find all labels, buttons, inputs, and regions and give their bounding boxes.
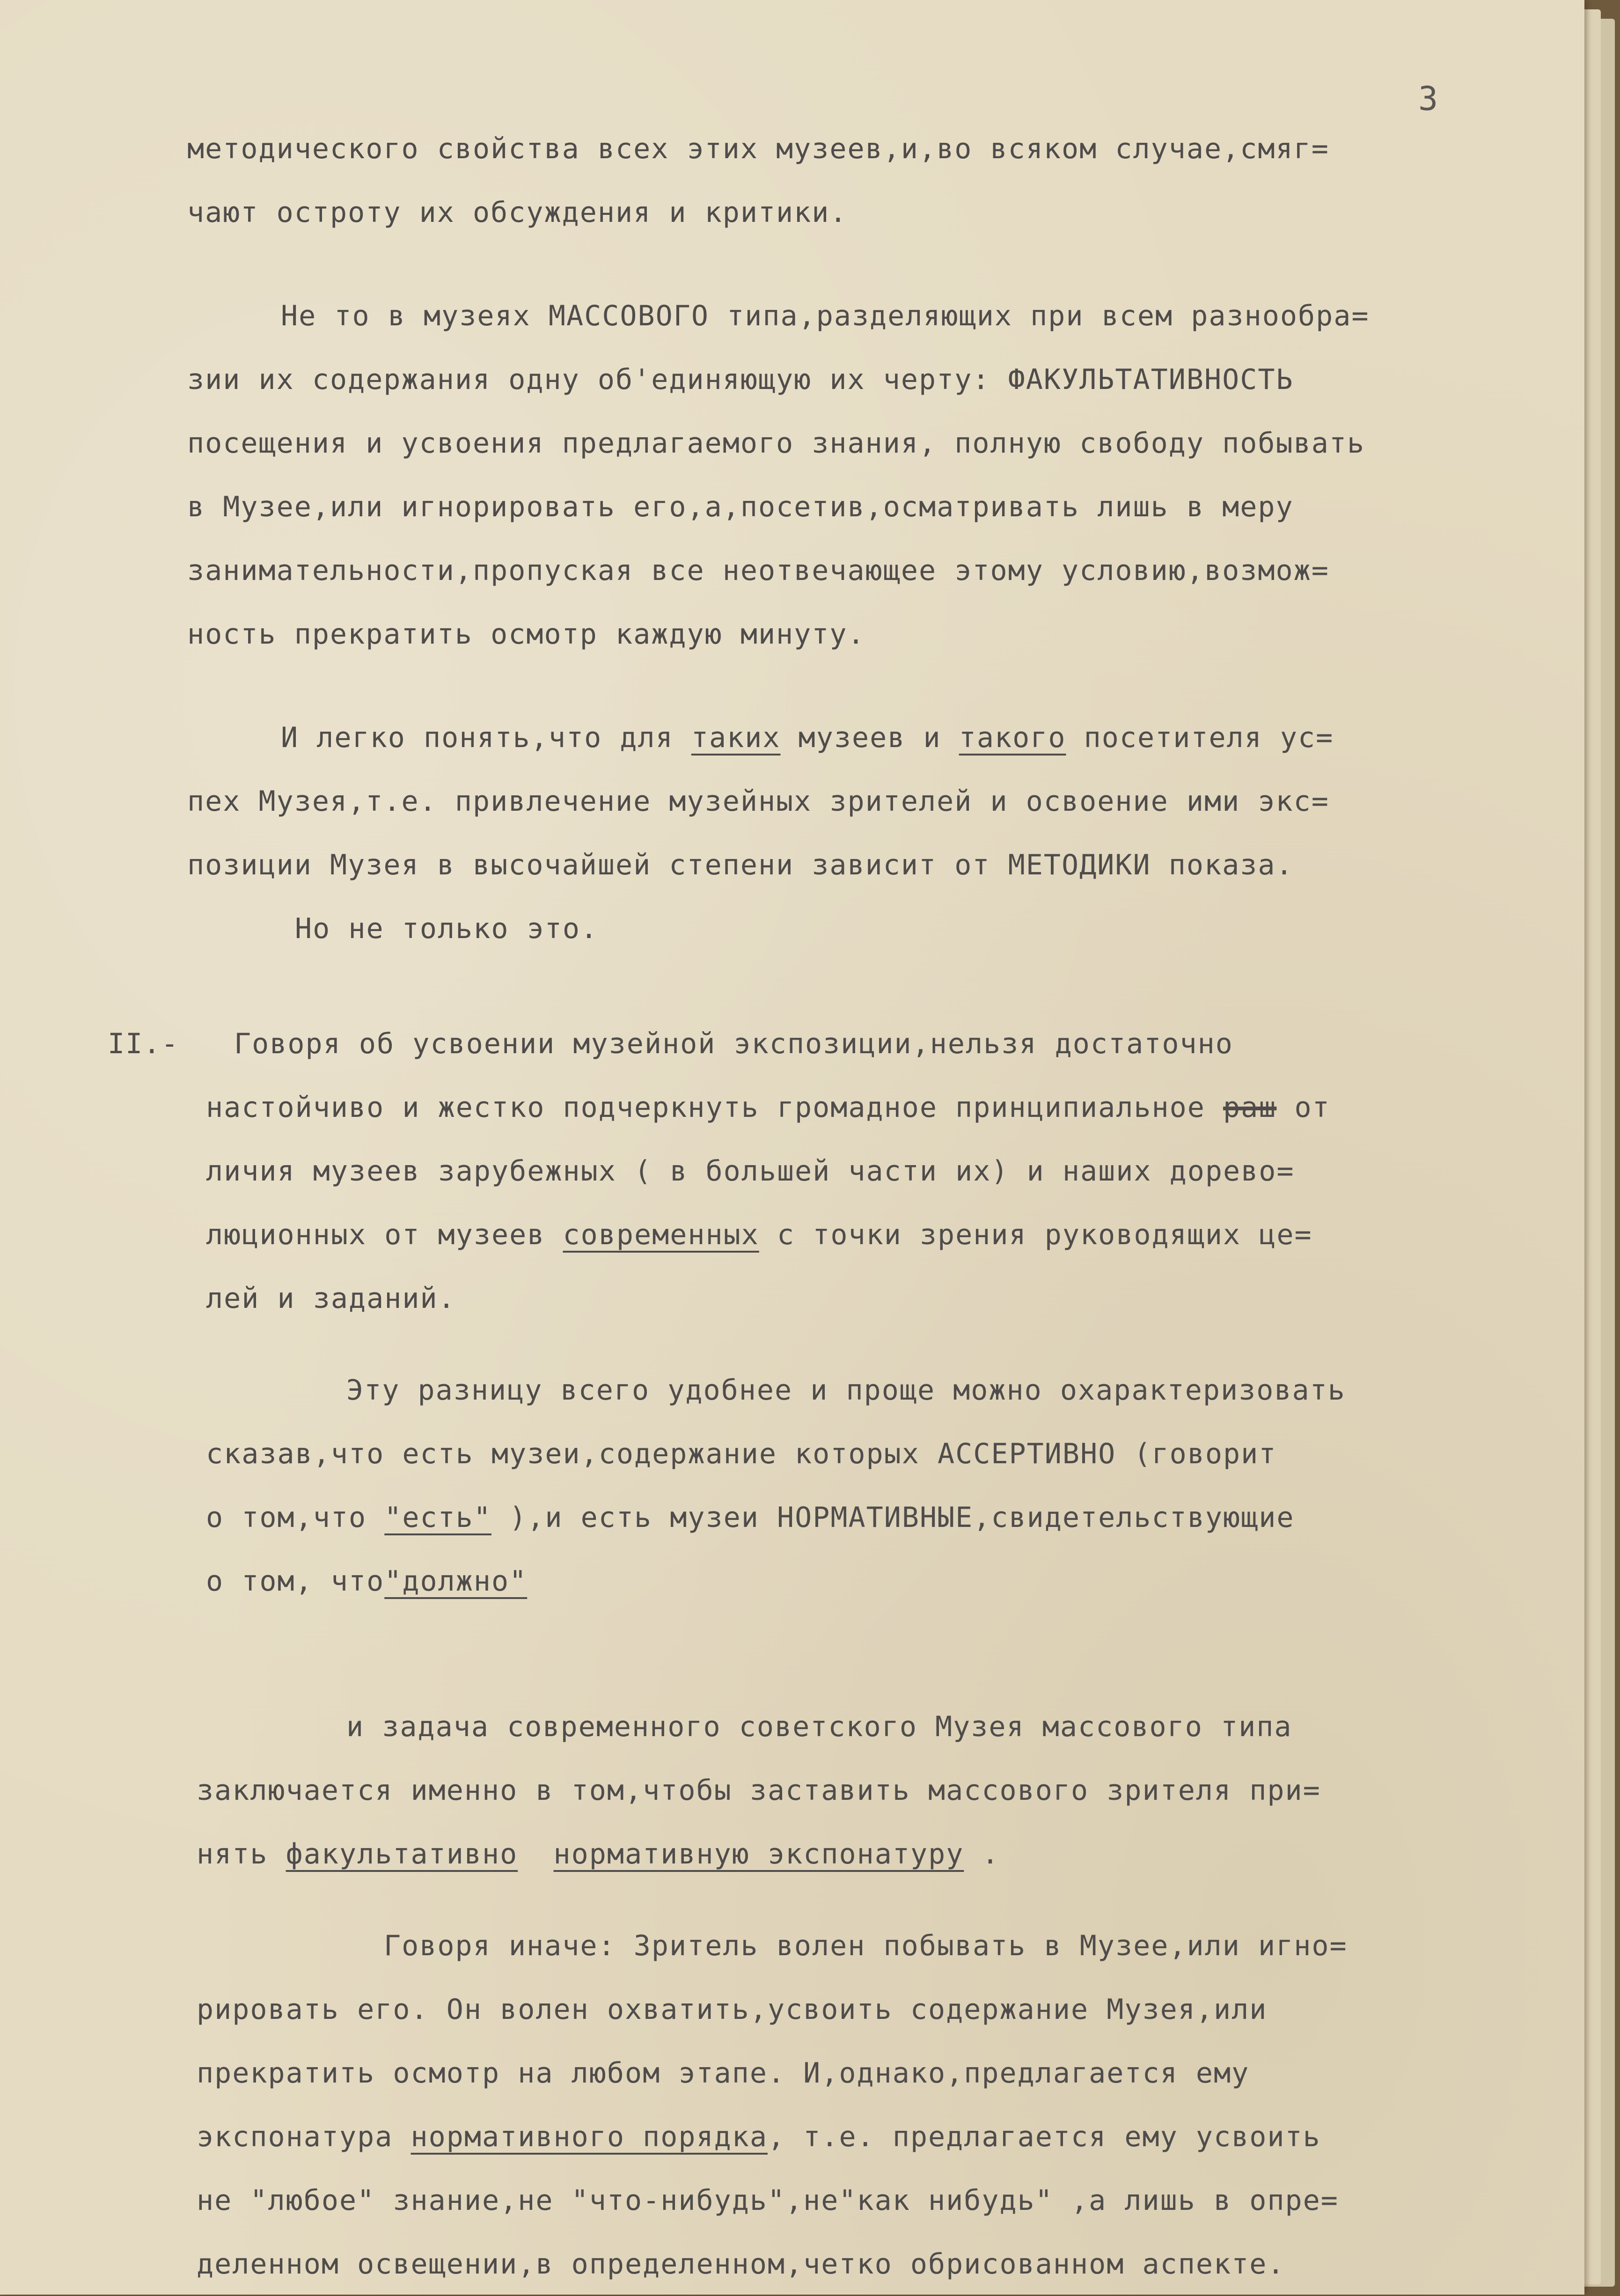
text-line: II.- Говоря об усвоении музейной экспозиции,нельзя достаточно bbox=[108, 1012, 1535, 1076]
text-line: и задача современного советского Музея массового типа bbox=[346, 1710, 1292, 1743]
section-two bbox=[108, 1012, 1535, 1330]
text-line: занимательности,пропуская все неотвечающее этому условию,возмож= bbox=[187, 554, 1329, 587]
paragraph-methodology bbox=[187, 706, 1535, 897]
text-line: Эту разницу всего удобнее и проще можно охарактеризовать bbox=[346, 1374, 1346, 1407]
paragraph-in-other-words bbox=[187, 1914, 1535, 2296]
text-line: о том,что "есть" ),и есть музеи НОРМАТИВНЫЕ,свидетельствующие bbox=[206, 1501, 1295, 1534]
paragraph-not-only bbox=[187, 897, 1535, 961]
text-line: экспонатура нормативного порядка, т.е. предлагается ему усвоить bbox=[197, 2120, 1321, 2153]
text-line: люционных от музеев современных с точки зрения руководящих це= bbox=[206, 1218, 1312, 1251]
text-line: сказав,что есть музеи,содержание которых АССЕРТИВНО (говорит bbox=[206, 1438, 1277, 1470]
text-line: посещения и усвоения предлагаемого знания, полную свободу побывать bbox=[187, 427, 1365, 460]
text-line: настойчиво и жестко подчеркнуть громадное принципиальное раш от bbox=[206, 1091, 1330, 1124]
underlined-word: таких bbox=[691, 721, 781, 754]
text-line: о том, что"должно" bbox=[206, 1565, 528, 1598]
text-line: Говоря иначе: Зритель волен побывать в Музее,или игно= bbox=[384, 1929, 1348, 1962]
document-body bbox=[108, 117, 1535, 2296]
text-line: заключается именно в том,чтобы заставить массового зрителя при= bbox=[197, 1774, 1321, 1807]
underlined-word: современных bbox=[563, 1218, 759, 1251]
text-line: ность прекратить осмотр каждую минуту. bbox=[187, 618, 865, 651]
struck-out-text: раш bbox=[1223, 1091, 1277, 1124]
paragraph-assertive-normative bbox=[187, 1358, 1535, 1613]
text-line: лей и заданий. bbox=[206, 1282, 456, 1315]
text-line: чают остроту их обсуждения и критики. bbox=[187, 196, 848, 229]
text-line: Но не только это. bbox=[295, 912, 599, 945]
text-line: пех Музея,т.е. привлечение музейных зрителей и освоение ими экс= bbox=[187, 785, 1329, 818]
text-line: Не то в музеях МАССОВОГО типа,разделяющих при всем разнообра= bbox=[281, 300, 1370, 332]
underlined-word: такого bbox=[959, 721, 1066, 754]
underlined-word: нормативного порядка bbox=[410, 2120, 768, 2153]
paragraph-continuation bbox=[187, 117, 1535, 244]
page-number: 3 bbox=[1418, 80, 1438, 118]
text-line: методического свойства всех этих музеев,и,во всяком случае,смяг= bbox=[187, 132, 1329, 165]
underlined-word: нормативную экспонатуру bbox=[553, 1838, 964, 1871]
section-number: II.- bbox=[108, 1027, 179, 1060]
text-line: личия музеев зарубежных ( в большей части их) и наших дорево= bbox=[206, 1155, 1295, 1188]
underlined-word: "должно" bbox=[384, 1565, 528, 1598]
text-line: позиции Музея в высочайшей степени зависит от МЕТОДИКИ показа. bbox=[187, 849, 1294, 881]
text-line: не "любое" знание,не "что-нибудь",не"как нибудь" ,а лишь в опре= bbox=[197, 2184, 1339, 2217]
text-line: деленном освещении,в определенном,четко обрисованном аспекте. bbox=[197, 2248, 1285, 2281]
underlined-word: "есть" bbox=[384, 1501, 491, 1534]
paragraph-task bbox=[187, 1695, 1535, 1886]
text-line: зии их содержания одну об'единяющую их черту: ФАКУЛЬТАТИВНОСТЬ bbox=[187, 363, 1294, 396]
text-line: рировать его. Он волен охватить,усвоить содержание Музея,или bbox=[197, 1993, 1268, 2026]
underlined-word: факультативно bbox=[286, 1838, 518, 1871]
text-line: нять факультативно нормативную экспонатуру . bbox=[197, 1838, 1000, 1871]
paragraph-mass-museums bbox=[187, 284, 1535, 666]
text-line: в Музее,или игнорировать его,а,посетив,осматривать лишь в меру bbox=[187, 491, 1294, 523]
text-line: И легко понять,что для таких музеев и такого посетителя ус= bbox=[281, 721, 1334, 754]
text-line: прекратить осмотр на любом этапе. И,однако,предлагается ему bbox=[197, 2057, 1250, 2090]
